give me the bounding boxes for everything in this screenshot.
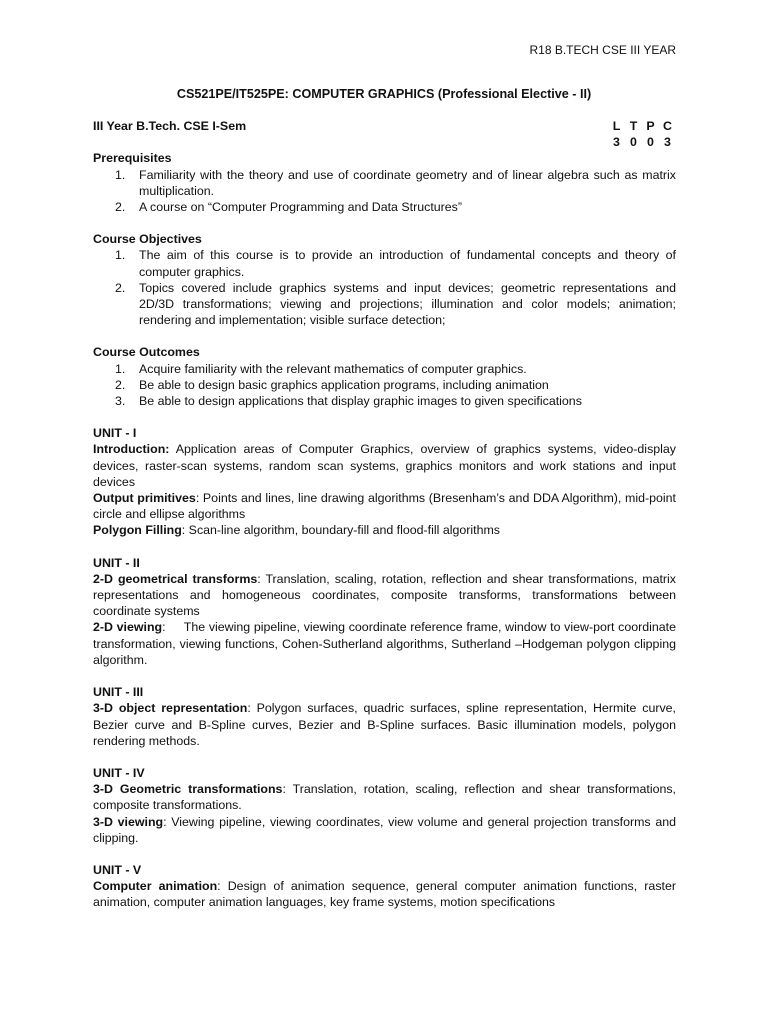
course-title: CS521PE/IT525PE: COMPUTER GRAPHICS (Professional Elective - II)	[176, 87, 592, 101]
unit-topic: Output primitives: Points and lines, line drawing algorithms (Bresenham’s and DDA Algorithm), mid-point circle and ellipse algorithms	[93, 491, 676, 522]
unit-topic: 3-D viewing: Viewing pipeline, viewing coordinates, view volume and general projection transforms and clipping.	[93, 814, 676, 845]
unit-2-section	[93, 555, 680, 668]
unit-heading: UNIT - IV	[93, 765, 145, 780]
year-semester: III Year B.Tech. CSE I-Sem	[93, 119, 247, 133]
prerequisites-section	[93, 150, 676, 215]
unit-topic: 2-D viewing: The viewing pipeline, viewing coordinate reference frame, window to view-port coordinate transformation, viewing functions, Cohen-Sutherland algorithms, Sutherland –Hodgeman polygon clipping algorithm.	[93, 620, 680, 667]
unit-5-section	[93, 862, 676, 911]
ltpc-value-t: 0	[630, 135, 637, 150]
ltpc-values	[608, 134, 676, 150]
unit-1-section	[93, 425, 676, 538]
unit-4-section	[93, 765, 676, 846]
unit-3-section	[93, 684, 676, 749]
ltpc-label-c: C	[663, 119, 672, 133]
year-semester-row	[93, 118, 676, 150]
unit-heading: UNIT - III	[93, 685, 144, 700]
list-item: 1. The aim of this course is to provide an introduction of fundamental concepts and theory of computer graphics.	[115, 248, 676, 279]
unit-topic: 2-D geometrical transforms: Translation, scaling, rotation, reflection and shear transformations, matrix representations and homogeneous coordinates, composite transforms, transformations between coordinate systems	[93, 571, 676, 619]
unit-heading: UNIT - II	[93, 555, 140, 570]
list-item: 2. Topics covered include graphics systems and input devices; geometric representations and 2D/3D transformations; viewing and projections; illumination and color models; animation; rendering and implementation; visible surface detection;	[115, 280, 676, 328]
unit-topic: Computer animation: Design of animation sequence, general computer animation functions, raster animation, computer animation languages, key frame systems, motion specifications	[93, 879, 676, 910]
list-item: 1. Familiarity with the theory and use of coordinate geometry and of linear algebra such as matrix multiplication.	[115, 167, 676, 198]
syllabus-content	[93, 118, 680, 911]
ltpc-value-l: 3	[613, 135, 620, 150]
running-header: R18 B.TECH CSE III YEAR	[529, 43, 676, 57]
unit-topic: 3-D object representation: Polygon surfaces, quadric surfaces, spline representation, Hermite curve, Bezier curve and B-Spline curves, Bezier and B-Spline surfaces. Basic illumination models, polygon rendering methods.	[93, 701, 676, 748]
list-item: 2. Be able to design basic graphics application programs, including animation	[115, 377, 549, 392]
outcomes-list	[93, 361, 676, 410]
objectives-section	[93, 231, 676, 328]
unit-topic: 3-D Geometric transformations: Translation, rotation, scaling, reflection and shear transformations, composite transformations.	[93, 782, 676, 813]
unit-topic: Polygon Filling: Scan-line algorithm, boundary-fill and flood-fill algorithms	[93, 523, 500, 538]
ltpc-table	[608, 118, 676, 150]
list-item: 2. A course on “Computer Programming and Data Structures”	[115, 200, 462, 215]
ltpc-value-c: 3	[664, 135, 671, 150]
ltpc-label-l: L	[612, 119, 621, 133]
ltpc-label-p: P	[646, 119, 655, 133]
ltpc-labels	[608, 118, 676, 134]
prerequisites-list	[93, 167, 676, 216]
ltpc-label-t: T	[629, 119, 638, 133]
outcomes-heading: Course Outcomes	[93, 345, 200, 360]
outcomes-section	[93, 344, 676, 409]
list-item: 3. Be able to design applications that display graphic images to given specifications	[115, 394, 582, 409]
objectives-list	[93, 247, 676, 328]
ltpc-value-p: 0	[647, 135, 654, 150]
prerequisites-heading: Prerequisites	[93, 151, 172, 166]
unit-topic: Introduction: Application areas of Computer Graphics, overview of graphics systems, video-display devices, raster-scan systems, random scan systems, graphics monitors and work stations and input devices	[93, 442, 676, 489]
unit-heading: UNIT - I	[93, 426, 137, 441]
list-item: 1. Acquire familiarity with the relevant mathematics of computer graphics.	[115, 361, 527, 376]
unit-heading: UNIT - V	[93, 862, 142, 877]
objectives-heading: Course Objectives	[93, 232, 202, 247]
